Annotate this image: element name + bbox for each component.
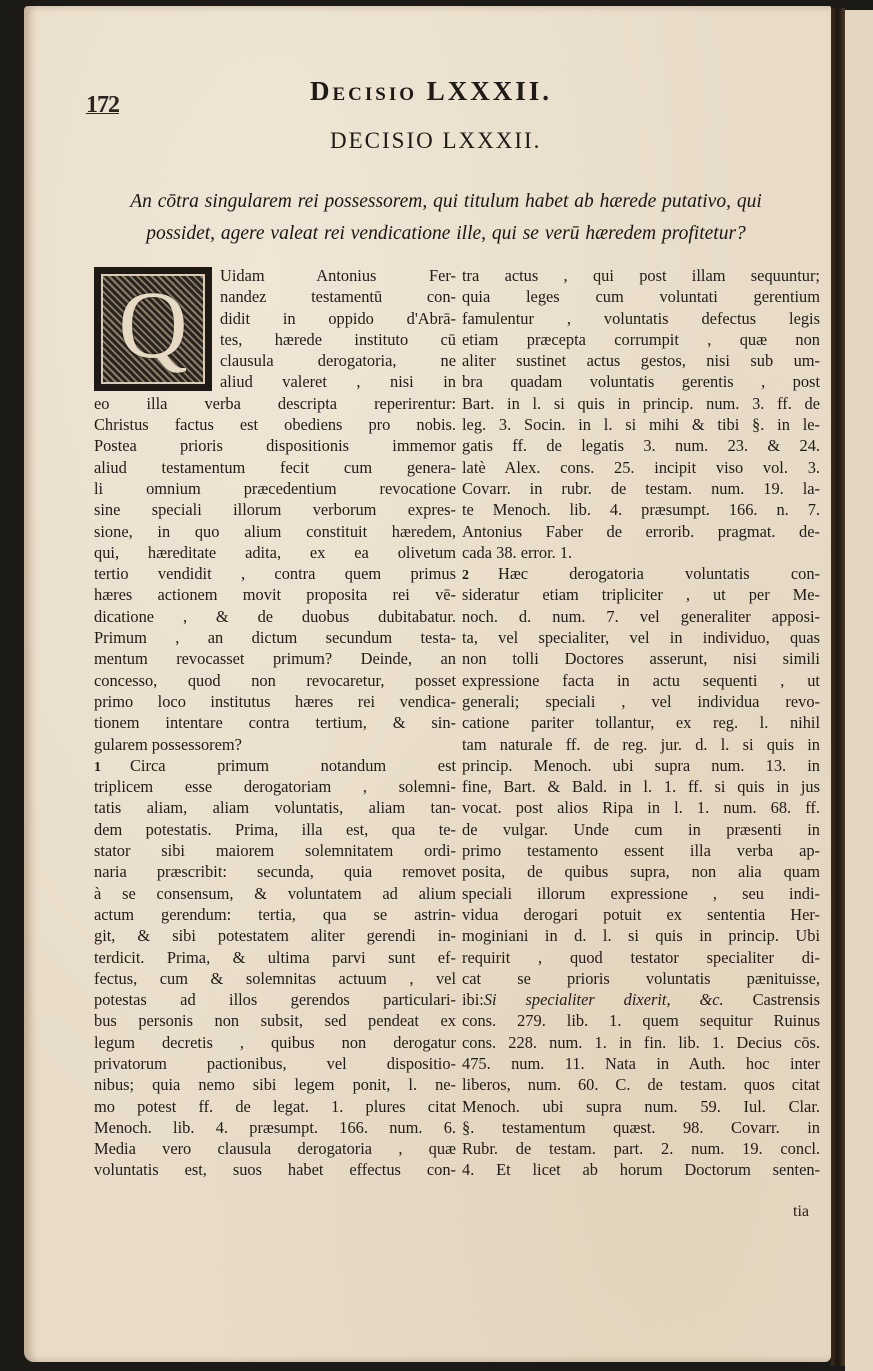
decision-title: DECISIO LXXXII.: [330, 128, 542, 153]
text-line: Christus factus est obediens pro nobis.: [94, 415, 456, 435]
text-line: ta, vel specialiter, vel in individuo, quas: [462, 628, 820, 648]
text-line: §. testamentum quæst. 98. Covarr. in: [462, 1117, 820, 1137]
text-line: fine, Bart. & Bald. in l. 1. ff. si quis in jus: [462, 777, 820, 797]
italic-quotation: Si specialiter dixerit, &c.: [483, 990, 724, 1010]
text-line: Bart. in l. si quis in princip. num. 3. ff. de: [462, 393, 820, 413]
text-line: tam naturale ff. de reg. jur. d. l. si quis in: [462, 734, 820, 754]
text-line: latè Alex. cons. 25. incipit viso vol. 3.: [462, 457, 820, 477]
left-column: [94, 265, 456, 1181]
question-heading: [86, 186, 806, 250]
text-line: tertio vendidit , contra quem primus: [94, 564, 456, 584]
text-line: naria præscribit: secunda, quia removet: [94, 862, 456, 882]
text-line: cada 38. error. 1.: [462, 542, 573, 562]
text-line: vidua derogari potuit ex sententia Her-: [462, 904, 820, 924]
question-line: possidet, agere valeat rei vendicatione ille, qui se verū hæredem profitetur?: [146, 223, 746, 244]
text-line: Antonius Faber de errorib. pragmat. de-: [462, 521, 820, 541]
text-line: generali; speciali , vel individua revo-: [462, 691, 820, 711]
text-line: Uidam Antonius Fer-: [220, 266, 456, 285]
text-line: stator sibi maiorem solemnitatem ordi-: [94, 841, 456, 861]
text-line: liberos, num. 60. C. de testam. quos citat: [462, 1075, 820, 1095]
text-line: posita, de quibus supra, non alia quam: [462, 862, 820, 882]
facing-page-edge: [845, 10, 873, 1371]
continuation-paragraph: [462, 265, 820, 563]
text-line: sine speciali illorum verborum expres-: [94, 500, 456, 520]
text-line: te Menoch. lib. 4. præsumpt. 166. n. 7.: [462, 500, 820, 520]
text-line: actum gerendum: tertia, qua se astrin-: [94, 904, 456, 924]
paragraph-number: 1: [94, 759, 101, 775]
text-line: Media vero clausula derogatoria , quæ: [94, 1139, 456, 1159]
text-line: bra quadam voluntatis gerentis , post: [462, 372, 820, 392]
text-line: tatis aliam, aliam voluntatis, aliam tan-: [94, 798, 456, 818]
paragraph-number: 2: [462, 568, 469, 584]
text-line: legum decretis , quibus non derogatur: [94, 1032, 456, 1052]
text-line: terdicit. Prima, & ultima parvi sunt ef-: [94, 947, 456, 967]
text-line: aliter sustinet actus gestos, nisi sub um-: [462, 351, 820, 371]
text-line: noch. d. num. 7. vel generaliter apposi-: [462, 606, 820, 626]
text-line: tra actus , qui post illam sequuntur;: [462, 266, 820, 285]
text-line: bus personis non subsit, sed pendeat ex: [94, 1011, 456, 1031]
text-line: famulentur , voluntatis defectus legis: [462, 308, 820, 328]
text-line: 475. num. 11. Nata in Auth. hoc inter: [462, 1053, 820, 1073]
text-line: aliud valeret , nisi in: [220, 372, 456, 392]
text-line: fectus, cum & solemnitas actuum , vel: [94, 968, 456, 988]
text-line: tionem intentare contra tertium, & sin-: [94, 713, 456, 733]
text-line: triplicem esse derogatoriam , solemni-: [94, 777, 456, 797]
decorative-drop-cap: [94, 267, 212, 391]
text-line: potestas ad illos gerendos particulari-: [94, 990, 456, 1010]
paragraph-2-first-line: 2 Hæc derogatoria voluntatis con-: [462, 563, 820, 584]
text-line: mo potest ff. de legat. 1. plures citat: [94, 1096, 456, 1116]
intro-paragraph: [94, 393, 456, 755]
text-line: speciali illorum expressione , seu indi-: [462, 883, 820, 903]
text-line: nibus; quia nemo sibi legem ponit, l. ne-: [94, 1075, 456, 1095]
text-line: git, & sibi potestatem aliter gerendi in-: [94, 926, 456, 946]
text-line: sione, in quo alium constituit hæredem,: [94, 521, 456, 541]
text-line: didit in oppido d'Abrā-: [220, 308, 456, 328]
text-line: hæres actionem movit proposita rei vē-: [94, 585, 456, 605]
text-line: nandez testamentū con-: [220, 287, 456, 307]
book-gutter: [831, 8, 845, 1366]
text-line: requirit , quod testator specialiter di-: [462, 947, 820, 967]
running-head: Decisio LXXXII.: [310, 76, 553, 106]
text-line: Covarr. in rubr. de testam. num. 19. la-: [462, 478, 820, 498]
text-line: tes, hærede instituto cū: [220, 329, 456, 349]
text-line: cons. 228. num. 1. in fin. lib. 1. Decius cōs.: [462, 1032, 820, 1052]
text-line: Menoch. lib. 4. præsumpt. 166. num. 6.: [94, 1117, 456, 1137]
text-line: concesso, quod non revocaretur, posset: [94, 670, 456, 690]
text-line: cat se prioris voluntatis pænituisse,: [462, 968, 820, 988]
text-line: princip. Menoch. ubi supra num. 13. in: [462, 755, 820, 775]
text-line: non tolli Doctores asserunt, nisi simili: [462, 649, 820, 669]
text-line: moginiani in d. l. si quis in princip. Ubi: [462, 926, 820, 946]
paragraph-2: [462, 584, 820, 989]
text-line: privatorum pactionibus, vel dispositio-: [94, 1053, 456, 1073]
text-line: leg. 3. Socin. in l. si mihi & tibi §. in le-: [462, 415, 820, 435]
page-number: 172: [86, 92, 119, 118]
text-line: Primum , an dictum secundum testa-: [94, 628, 456, 648]
text-line: aliud testamentum fecit cum genera-: [94, 457, 456, 477]
text-line: primo loco institutus hæres rei vendica-: [94, 691, 456, 711]
citation-line: ibi:Si specialiter dixerit, &c. Castrensis: [462, 990, 820, 1010]
drop-cap-letter: Q: [118, 271, 188, 378]
text-line: clausula derogatoria, ne: [220, 351, 456, 371]
text-line: 4. Et licet ab horum Doctorum senten-: [462, 1160, 820, 1180]
text-line: Rubr. de testam. part. 2. num. 19. concl.: [462, 1139, 820, 1159]
text-line: voluntatis est, suos habet effectus con-: [94, 1160, 456, 1180]
text-line: Postea prioris dispositionis immemor: [94, 436, 456, 456]
text-line: primo testamento essent illa verba ap-: [462, 841, 820, 861]
text-line: qui, hæreditate adita, ex ea olivetum: [94, 542, 456, 562]
question-line: An cōtra singularem rei possessorem, qui titulum habet ab hærede putativo, qui: [130, 191, 762, 212]
text-line: sideratur etiam tripliciter , ut per Me-: [462, 585, 820, 605]
text-line: gularem possessorem?: [94, 734, 242, 754]
text-line: cons. 279. lib. 1. quem sequitur Ruinus: [462, 1011, 820, 1031]
text-line: eo illa verba descripta reperirentur:: [94, 393, 456, 413]
paragraph-1-first-line: 1 Circa primum notandum est: [94, 755, 456, 776]
right-column: [462, 265, 820, 1181]
text-line: quia leges cum voluntati gerentium: [462, 287, 820, 307]
text-line: vocat. post alios Ripa in l. 1. num. 68. ff.: [462, 798, 820, 818]
text-line: expressione facta in actu sequenti , ut: [462, 670, 820, 690]
text-line: gatis ff. de legatis 3. num. 23. & 24.: [462, 436, 820, 456]
text-line: Menoch. ubi supra num. 59. Iul. Clar.: [462, 1096, 820, 1116]
text-line: li omnium præcedentium revocatione: [94, 478, 456, 498]
text-line: mentum revocasset primum? Deinde, an: [94, 649, 456, 669]
text-line: etiam præcepta corrumpit , quæ non: [462, 329, 820, 349]
text-line: à se consensum, & voluntatem ad alium: [94, 883, 456, 903]
catchword: tia: [793, 1203, 809, 1220]
text-line: dicatione , & de duobus dubitabatur.: [94, 606, 456, 626]
text-line: de vulgar. Unde cum in præsenti in: [462, 819, 820, 839]
text-line: dem potestatis. Prima, illa est, qua te-: [94, 819, 456, 839]
paragraph-1: [94, 776, 456, 1181]
text-line: catione pariter tollantur, ex reg. l. nihil: [462, 713, 820, 733]
paragraph-2-tail: [462, 1010, 820, 1180]
